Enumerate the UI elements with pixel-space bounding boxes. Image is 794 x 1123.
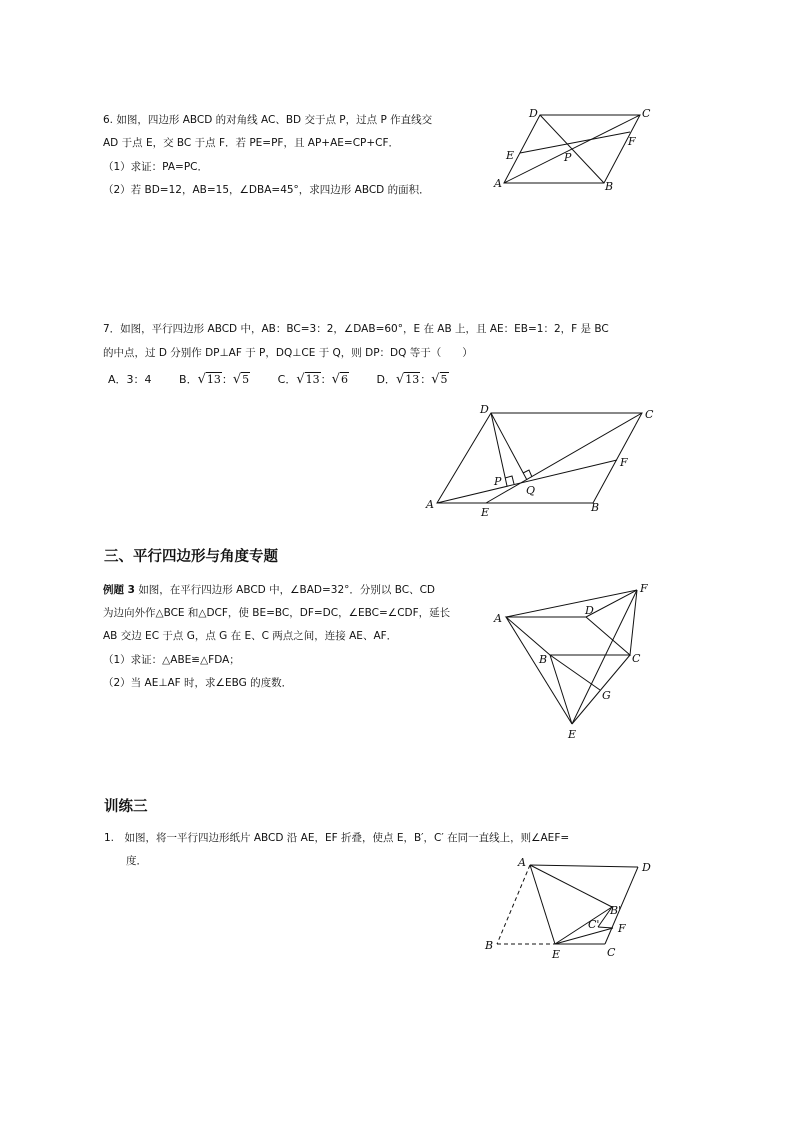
q7-option-c-label: C． (277, 373, 297, 386)
ex3-line-ef (572, 590, 637, 724)
example3-label: 例题 3 (103, 584, 135, 596)
ex3-label-b: B (539, 653, 548, 666)
training3-figure (482, 855, 662, 965)
sqrt-13: √13 (395, 372, 420, 387)
ex3-line-bg (550, 655, 600, 690)
q7-line-2: 的中点，过 D 分别作 DP⊥AF 于 P，DQ⊥CE 于 Q，则 DP：DQ 等于（ ） (103, 347, 473, 359)
example3-line-4: （1）求证：△ABE≌△FDA； (103, 654, 240, 666)
t3-label-f: F (618, 922, 626, 935)
t3-dashed-ab (497, 865, 530, 944)
t3-label-c: C (607, 946, 616, 959)
t3-label-a: A (518, 856, 526, 869)
example3-line-3: AB 交边 EC 于点 G，点 G 在 E、C 两点之间，连接 AE、AF． (103, 630, 398, 642)
ex3-label-d: D (585, 604, 594, 617)
t3-label-b-prime: B' (610, 904, 622, 917)
t3-line-ad (530, 865, 638, 867)
sqrt-6: √6 (331, 372, 348, 387)
q7-line-1: 7．如图，平行四边形 ABCD 中，AB：BC=3：2，∠DAB=60°，E 在 AB 上，且 AE：EB=1：2，F 是 BC (103, 323, 609, 335)
t3-line-ae (530, 865, 555, 944)
sqrt-13: √13 (197, 372, 221, 387)
section-3-heading: 三、平行四边形与角度专题 (104, 549, 278, 565)
q6-diagonal-bd (540, 115, 604, 183)
t3-label-b: B (485, 939, 494, 952)
q6-figure (490, 104, 660, 194)
q6-label-p: P (564, 151, 572, 164)
q7-option-a-label: A．3：4 (108, 373, 152, 386)
q6-line-3: （1）求证：PA=PC． (103, 161, 208, 173)
ex3-label-c: C (632, 652, 641, 665)
ex3-line-af (506, 590, 637, 617)
example3-line-2: 为边向外作△BCE 和△DCF，使 BE=BC，DF=DC，∠EBC=∠CDF，延长 (103, 607, 451, 619)
q7-label-e: E (481, 506, 490, 519)
q7-label-d: D (480, 403, 489, 416)
example3-line-1 (103, 583, 435, 597)
q7-line-ec (486, 413, 642, 503)
q6-label-a: A (494, 177, 502, 190)
t3-label-d: D (642, 861, 651, 874)
sqrt-13: √13 (296, 372, 320, 387)
q7-label-f: F (620, 456, 628, 469)
sqrt-5: √5 (232, 372, 250, 387)
example3-figure (490, 580, 660, 745)
q6-line-1: 6. 如图，四边形 ABCD 的对角线 AC、BD 交于点 P，过点 P 作直线交 (103, 114, 433, 126)
q6-line-ef (520, 132, 630, 153)
ex3-line-ae (506, 617, 572, 724)
q7-option-d[interactable]: D．√13：√5 (376, 372, 448, 387)
ex3-line-cf (630, 590, 637, 655)
q7-line-dq (491, 413, 527, 480)
q7-figure (424, 400, 664, 520)
training3-heading: 训练三 (104, 799, 148, 815)
t3-line-ef (555, 928, 613, 944)
ex3-label-f: F (640, 582, 648, 595)
ex3-line-be (550, 655, 572, 724)
q6-label-e: E (506, 149, 515, 162)
t3-label-c-prime: C' (588, 918, 600, 931)
example3-line-1-text: 如图，在平行四边形 ABCD 中，∠BAD=32°．分别以 BC、CD (138, 584, 436, 596)
q6-line-2: AD 于点 E，交 BC 于点 F．若 PE=PF，且 AP+AE=CP+CF． (103, 137, 400, 149)
q7-label-b: B (591, 501, 600, 514)
training3-q1-line-1: 1. 如图，将一平行四边形纸片 ABCD 沿 AE，EF 折叠，使点 E，B′，C′ 在同一直线上，则∠AEF= (104, 832, 570, 844)
q7-option-c[interactable]: C．√13：√6 (277, 372, 348, 387)
q6-line-4: （2）若 BD=12，AB=15，∠DBA=45°，求四边形 ABCD 的面积． (103, 184, 430, 196)
ex3-parallelogram (506, 617, 630, 655)
ex3-label-a: A (494, 612, 502, 625)
q6-label-b: B (605, 180, 614, 193)
ex3-label-g: G (602, 689, 611, 702)
q6-label-d: D (529, 107, 538, 120)
t3-line-c-prime-f (598, 927, 613, 928)
q7-option-b[interactable]: B．√13：√5 (179, 372, 250, 387)
example3-line-5: （2）当 AE⊥AF 时，求∠EBG 的度数． (103, 677, 293, 689)
t3-label-e: E (552, 948, 561, 961)
q7-option-a[interactable] (108, 372, 152, 388)
q7-label-p: P (494, 475, 502, 488)
q7-parallelogram (437, 413, 642, 503)
q6-label-c: C (642, 107, 651, 120)
q6-label-f: F (628, 135, 636, 148)
q7-label-c: C (645, 408, 654, 421)
q7-option-d-label: D． (376, 373, 396, 386)
t3-line-ab-prime (530, 865, 612, 907)
ex3-label-e: E (568, 728, 577, 741)
sqrt-5: √5 (431, 372, 448, 387)
q7-label-a: A (426, 498, 434, 511)
training3-q1-line-2: 度． (126, 855, 147, 867)
q7-label-q: Q (526, 484, 536, 497)
q7-option-b-label: B． (179, 373, 198, 386)
q7-options (108, 372, 473, 388)
t3-line-eb-prime (555, 907, 612, 944)
